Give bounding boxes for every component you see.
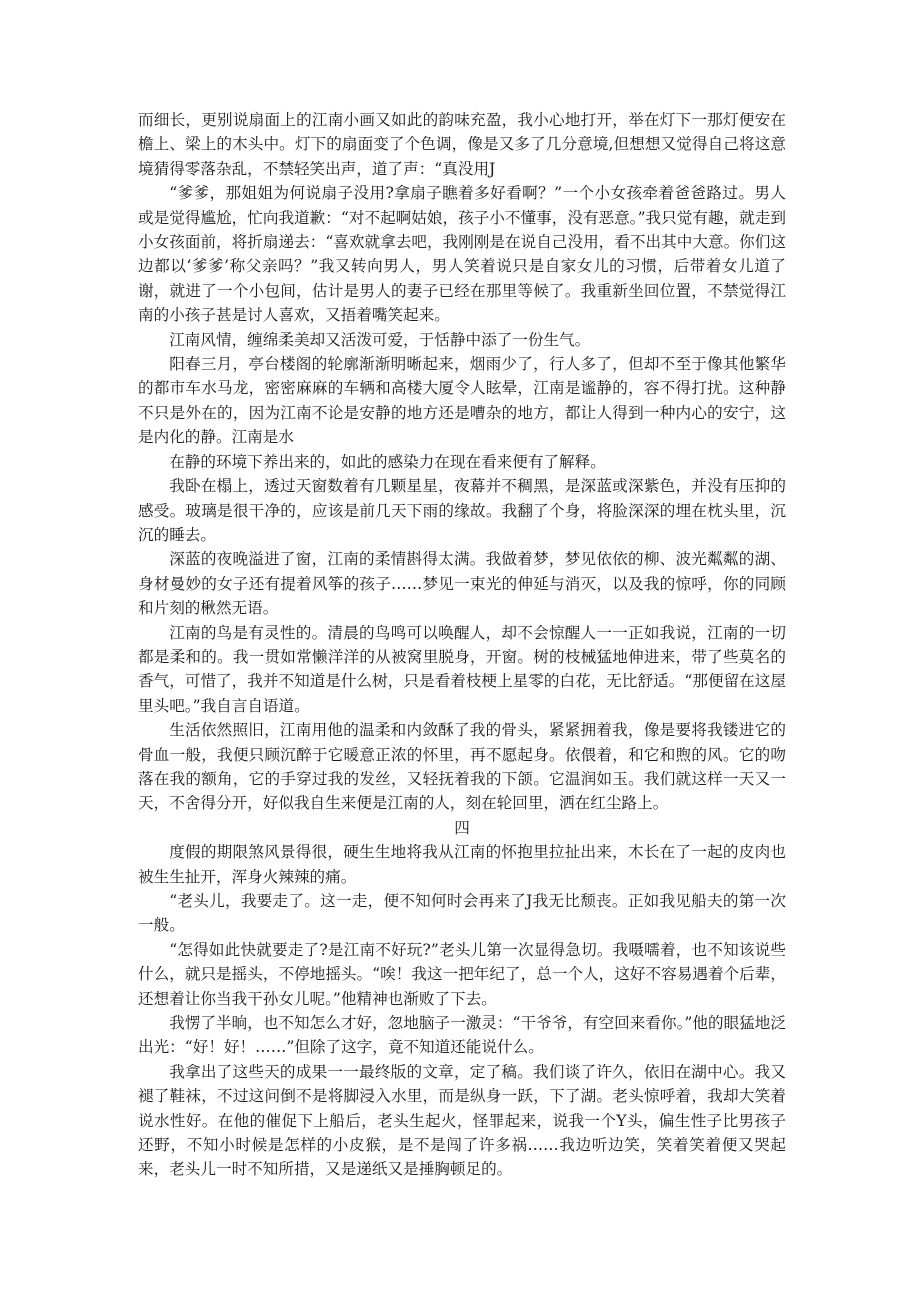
paragraph-14: 我拿出了这些天的成果一一最终版的文章，定了稿。我们谈了许久，依旧在湖中心。我又褪了鞋袜，不过这问倒不是将脚浸入水里，而是纵身一跃，下了湖。老头惊呼着，我却大笑着说水性好。在他的催促下上船后，老头生起火，怪罪起来，说我一个Y头，偏生性子比男孩子还野，不知小时候是怎样的小皮猴，是不是闯了许多祸……我边听边笑，笑着笑着便又哭起来，老头儿一时不知所措，又是递纸又是捶胸顿足的。: [138, 1062, 786, 1179]
paragraph-1: 而细长，更别说扇面上的江南小画又如此的韵味充盈，我小心地打开，举在灯下一那灯便安在檐上、梁上的木头中。灯下的扇面变了个色调，像是又多了几分意境,但想想又觉得自己将这意境猜得零落杂乱，不禁轻笑出声，道了声：“真没用J: [138, 111, 786, 178]
document-body: [138, 108, 786, 1182]
paragraph-11: “老头儿，我要走了。这一走，便不知何时会再来了J我无比颓丧。正如我见船夫的第一次一般。: [138, 892, 786, 935]
paragraph-13: 我愣了半晌，也不知怎么才好，忽地脑子一激灵：“干爷爷，有空回来看你。”他的眼猛地泛出光：“好！好！……”但除了这字，竟不知道还能说什么。: [138, 1014, 786, 1057]
section-heading: 四: [454, 818, 470, 837]
paragraph-9: 生活依然照旧，江南用他的温柔和内敛酥了我的骨头，紧紧拥着我，像是要将我镂进它的骨血一般，我便只顾沉醉于它暖意正浓的怀里，再不愿起身。依偎着，和它和煦的风。它的吻落在我的额角，它的手穿过我的发丝，又轻抚着我的下颌。它温润如玉。我们就这样一天又一天，不舍得分开，好似我自生来便是江南的人，刻在轮回里，洒在红尘路上。: [138, 721, 786, 813]
paragraph-6: 我卧在榻上，透过天窗数着有几颗星星，夜幕并不稠黑，是深蓝或深紫色，并没有压抑的感受。玻璃是很干净的，应该是前几天下雨的缘故。我翻了个身，将脸深深的埋在枕头里，沉沉的睡去。: [138, 477, 786, 544]
paragraph-12: “怎得如此快就要走了?是江南不好玩?”老头儿第一次显得急切。我嗫嚅着，也不知该说些什么，就只是摇头，不停地摇头。“唉！我这一把年纪了，总一个人，这好不容易遇着个后辈，还想着让你当我干孙女儿呢。”他精神也渐败了下去。: [138, 940, 786, 1008]
paragraph-7: 深蓝的夜晚溢进了窗，江南的柔情斟得太满。我做着梦，梦见依依的柳、波光粼粼的湖、身材曼妙的女子还有提着风筝的孩子……梦见一束光的伸延与消灭，以及我的惊呼，你的同顾和片刻的楸然无语。: [138, 550, 786, 618]
paragraph-10: 度假的期限煞风景得很，硬生生地将我从江南的怀抱里拉扯出来，木长在了一起的皮肉也被生生扯开，浑身火辣辣的痛。: [138, 843, 786, 886]
paragraph-8: 江南的鸟是有灵性的。清晨的鸟鸣可以唤醒人，却不会惊醒人一一正如我说，江南的一切都是柔和的。我一贯如常懒洋洋的从被窝里脱身，开窗。树的枝械猛地伸进来，带了些莫名的香气，可惜了，我并不知道是什么树，只是看着枝梗上星零的白花，无比舒适。“那便留在这屋里头吧。”我自言自语道。: [138, 623, 786, 715]
paragraph-3: 江南风情，缠绵柔美却又活泼可爱，于恬静中添了一份生气。: [169, 330, 591, 349]
paragraph-4: 阳春三月，亭台楼阁的轮廓渐渐明晰起来，烟雨少了，行人多了，但却不至于像其他繁华的都市车水马龙，密密麻麻的车辆和高楼大厦令人眩晕，江南是谧静的，容不得打扰。这种静不只是外在的，因为江南不论是安静的地方还是嘈杂的地方，都让人得到一种内心的安宁，这是内化的静。江南是水: [138, 355, 786, 447]
paragraph-2: “爹爹，那姐姐为何说扇子没用?拿扇子瞧着多好看啊？”一个小女孩牵着爸爸路过。男人或是觉得尴尬，忙向我道歉：“对不起啊姑娘，孩子小不懂事，没有恶意。”我只觉有趣，就走到小女孩面前，将折扇递去：“喜欢就拿去吧，我刚刚是在说自己没用，看不出其中大意。你们这边都以‘爹爹’称父亲吗？”我又转向男人，男人笑着说只是自家女儿的习惯，后带着女儿道了谢，就进了一个小包间，估计是男人的妻子已经在那里等候了。我重新坐回位置，不禁觉得江南的小孩子甚是讨人喜欢，又捂着嘴笑起来。: [138, 184, 786, 325]
paragraph-5: 在静的环境下养出来的，如此的感染力在现在看来便有了解释。: [169, 452, 606, 471]
